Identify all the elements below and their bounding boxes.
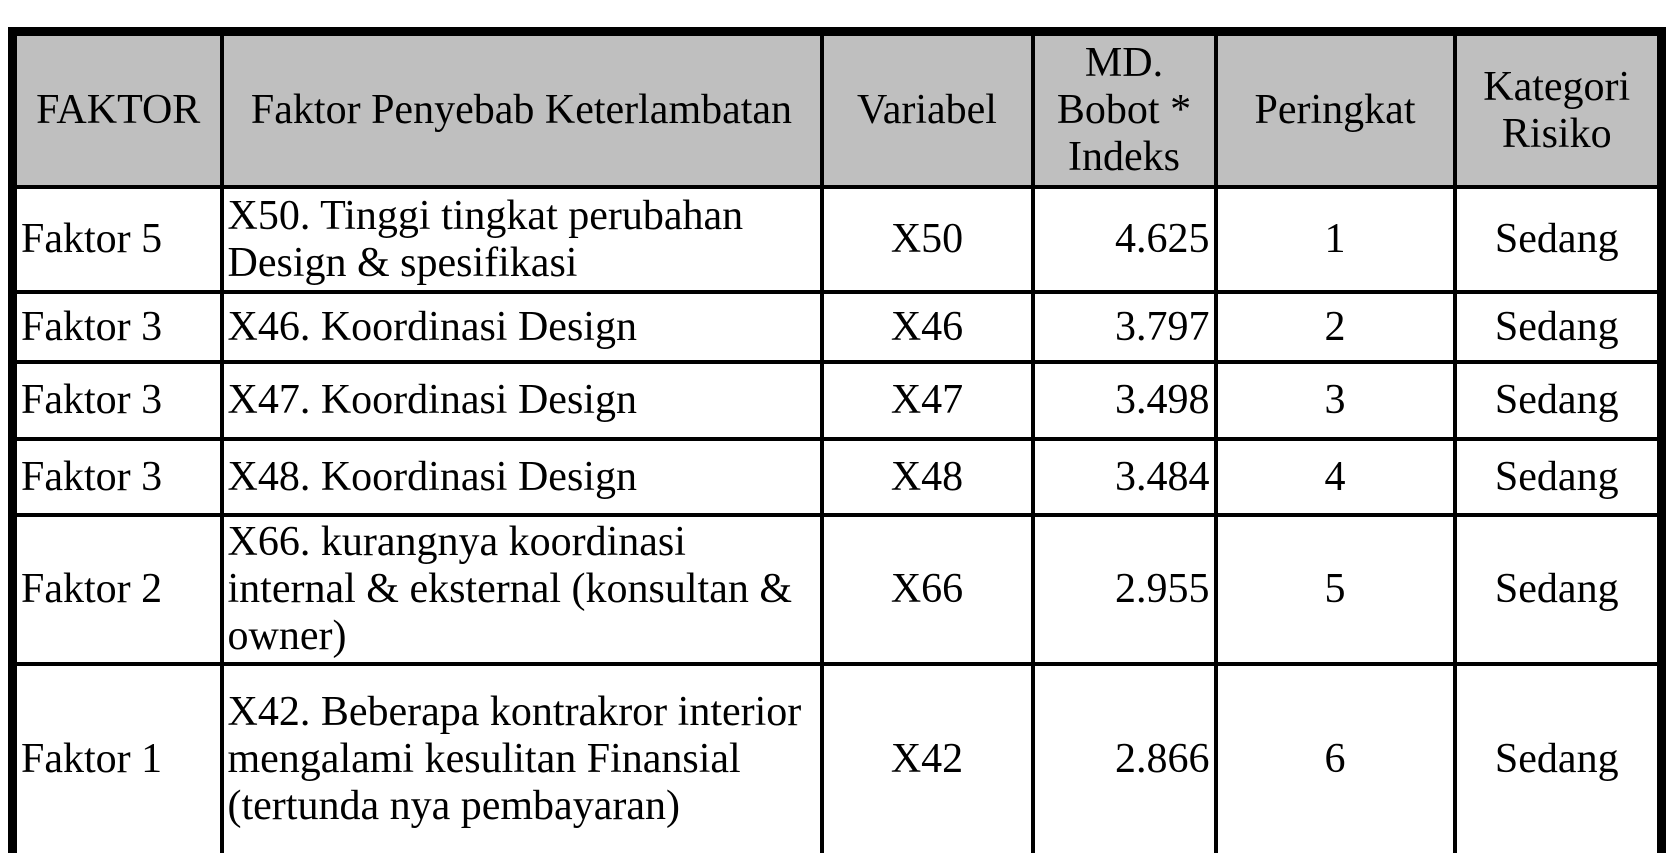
cell-bobot: 2.866: [1033, 664, 1216, 853]
cell-variabel: X50: [822, 187, 1033, 292]
cell-peringkat: 1: [1216, 187, 1455, 292]
cell-variabel: X42: [822, 664, 1033, 853]
cell-bobot: 3.797: [1033, 292, 1216, 362]
risk-ranking-table: [8, 27, 1666, 853]
cell-bobot: 2.955: [1033, 515, 1216, 664]
header-kategori: Kategori Risiko: [1455, 32, 1662, 188]
cell-bobot: 4.625: [1033, 187, 1216, 292]
cell-variabel: X66: [822, 515, 1033, 664]
table-row: [13, 187, 1662, 292]
header-faktor: FAKTOR: [13, 32, 222, 188]
cell-kategori: Sedang: [1455, 362, 1662, 439]
cell-faktor: Faktor 5: [13, 187, 222, 292]
cell-faktor: Faktor 3: [13, 439, 222, 515]
table-header-row: [13, 32, 1662, 188]
cell-peringkat: 3: [1216, 362, 1455, 439]
cell-variabel: X47: [822, 362, 1033, 439]
cell-penyebab: X46. Koordinasi Design: [222, 292, 822, 362]
cell-variabel: X48: [822, 439, 1033, 515]
cell-faktor: Faktor 1: [13, 664, 222, 853]
table-row: [13, 664, 1662, 853]
cell-peringkat: 5: [1216, 515, 1455, 664]
cell-penyebab: X48. Koordinasi Design: [222, 439, 822, 515]
cell-penyebab: X47. Koordinasi Design: [222, 362, 822, 439]
cell-kategori: Sedang: [1455, 664, 1662, 853]
table-row: [13, 362, 1662, 439]
cell-kategori: Sedang: [1455, 439, 1662, 515]
cell-variabel: X46: [822, 292, 1033, 362]
cell-bobot: 3.484: [1033, 439, 1216, 515]
cell-kategori: Sedang: [1455, 515, 1662, 664]
header-bobot: MD. Bobot * Indeks: [1033, 32, 1216, 188]
cell-bobot: 3.498: [1033, 362, 1216, 439]
table-row: [13, 515, 1662, 664]
header-variabel: Variabel: [822, 32, 1033, 188]
header-penyebab: Faktor Penyebab Keterlambatan: [222, 32, 822, 188]
table-row: [13, 439, 1662, 515]
cell-penyebab: X66. kurangnya koordinasi internal & eksternal (konsultan & owner): [222, 515, 822, 664]
cell-penyebab: X42. Beberapa kontrakror interior mengalami kesulitan Finansial (tertunda nya pembayaran): [222, 664, 822, 853]
cell-penyebab: X50. Tinggi tingkat perubahan Design & spesifikasi: [222, 187, 822, 292]
table-row: [13, 292, 1662, 362]
cell-peringkat: 6: [1216, 664, 1455, 853]
header-peringkat: Peringkat: [1216, 32, 1455, 188]
cell-peringkat: 2: [1216, 292, 1455, 362]
cell-faktor: Faktor 3: [13, 292, 222, 362]
cell-peringkat: 4: [1216, 439, 1455, 515]
cell-faktor: Faktor 2: [13, 515, 222, 664]
cell-kategori: Sedang: [1455, 292, 1662, 362]
cell-kategori: Sedang: [1455, 187, 1662, 292]
cell-faktor: Faktor 3: [13, 362, 222, 439]
